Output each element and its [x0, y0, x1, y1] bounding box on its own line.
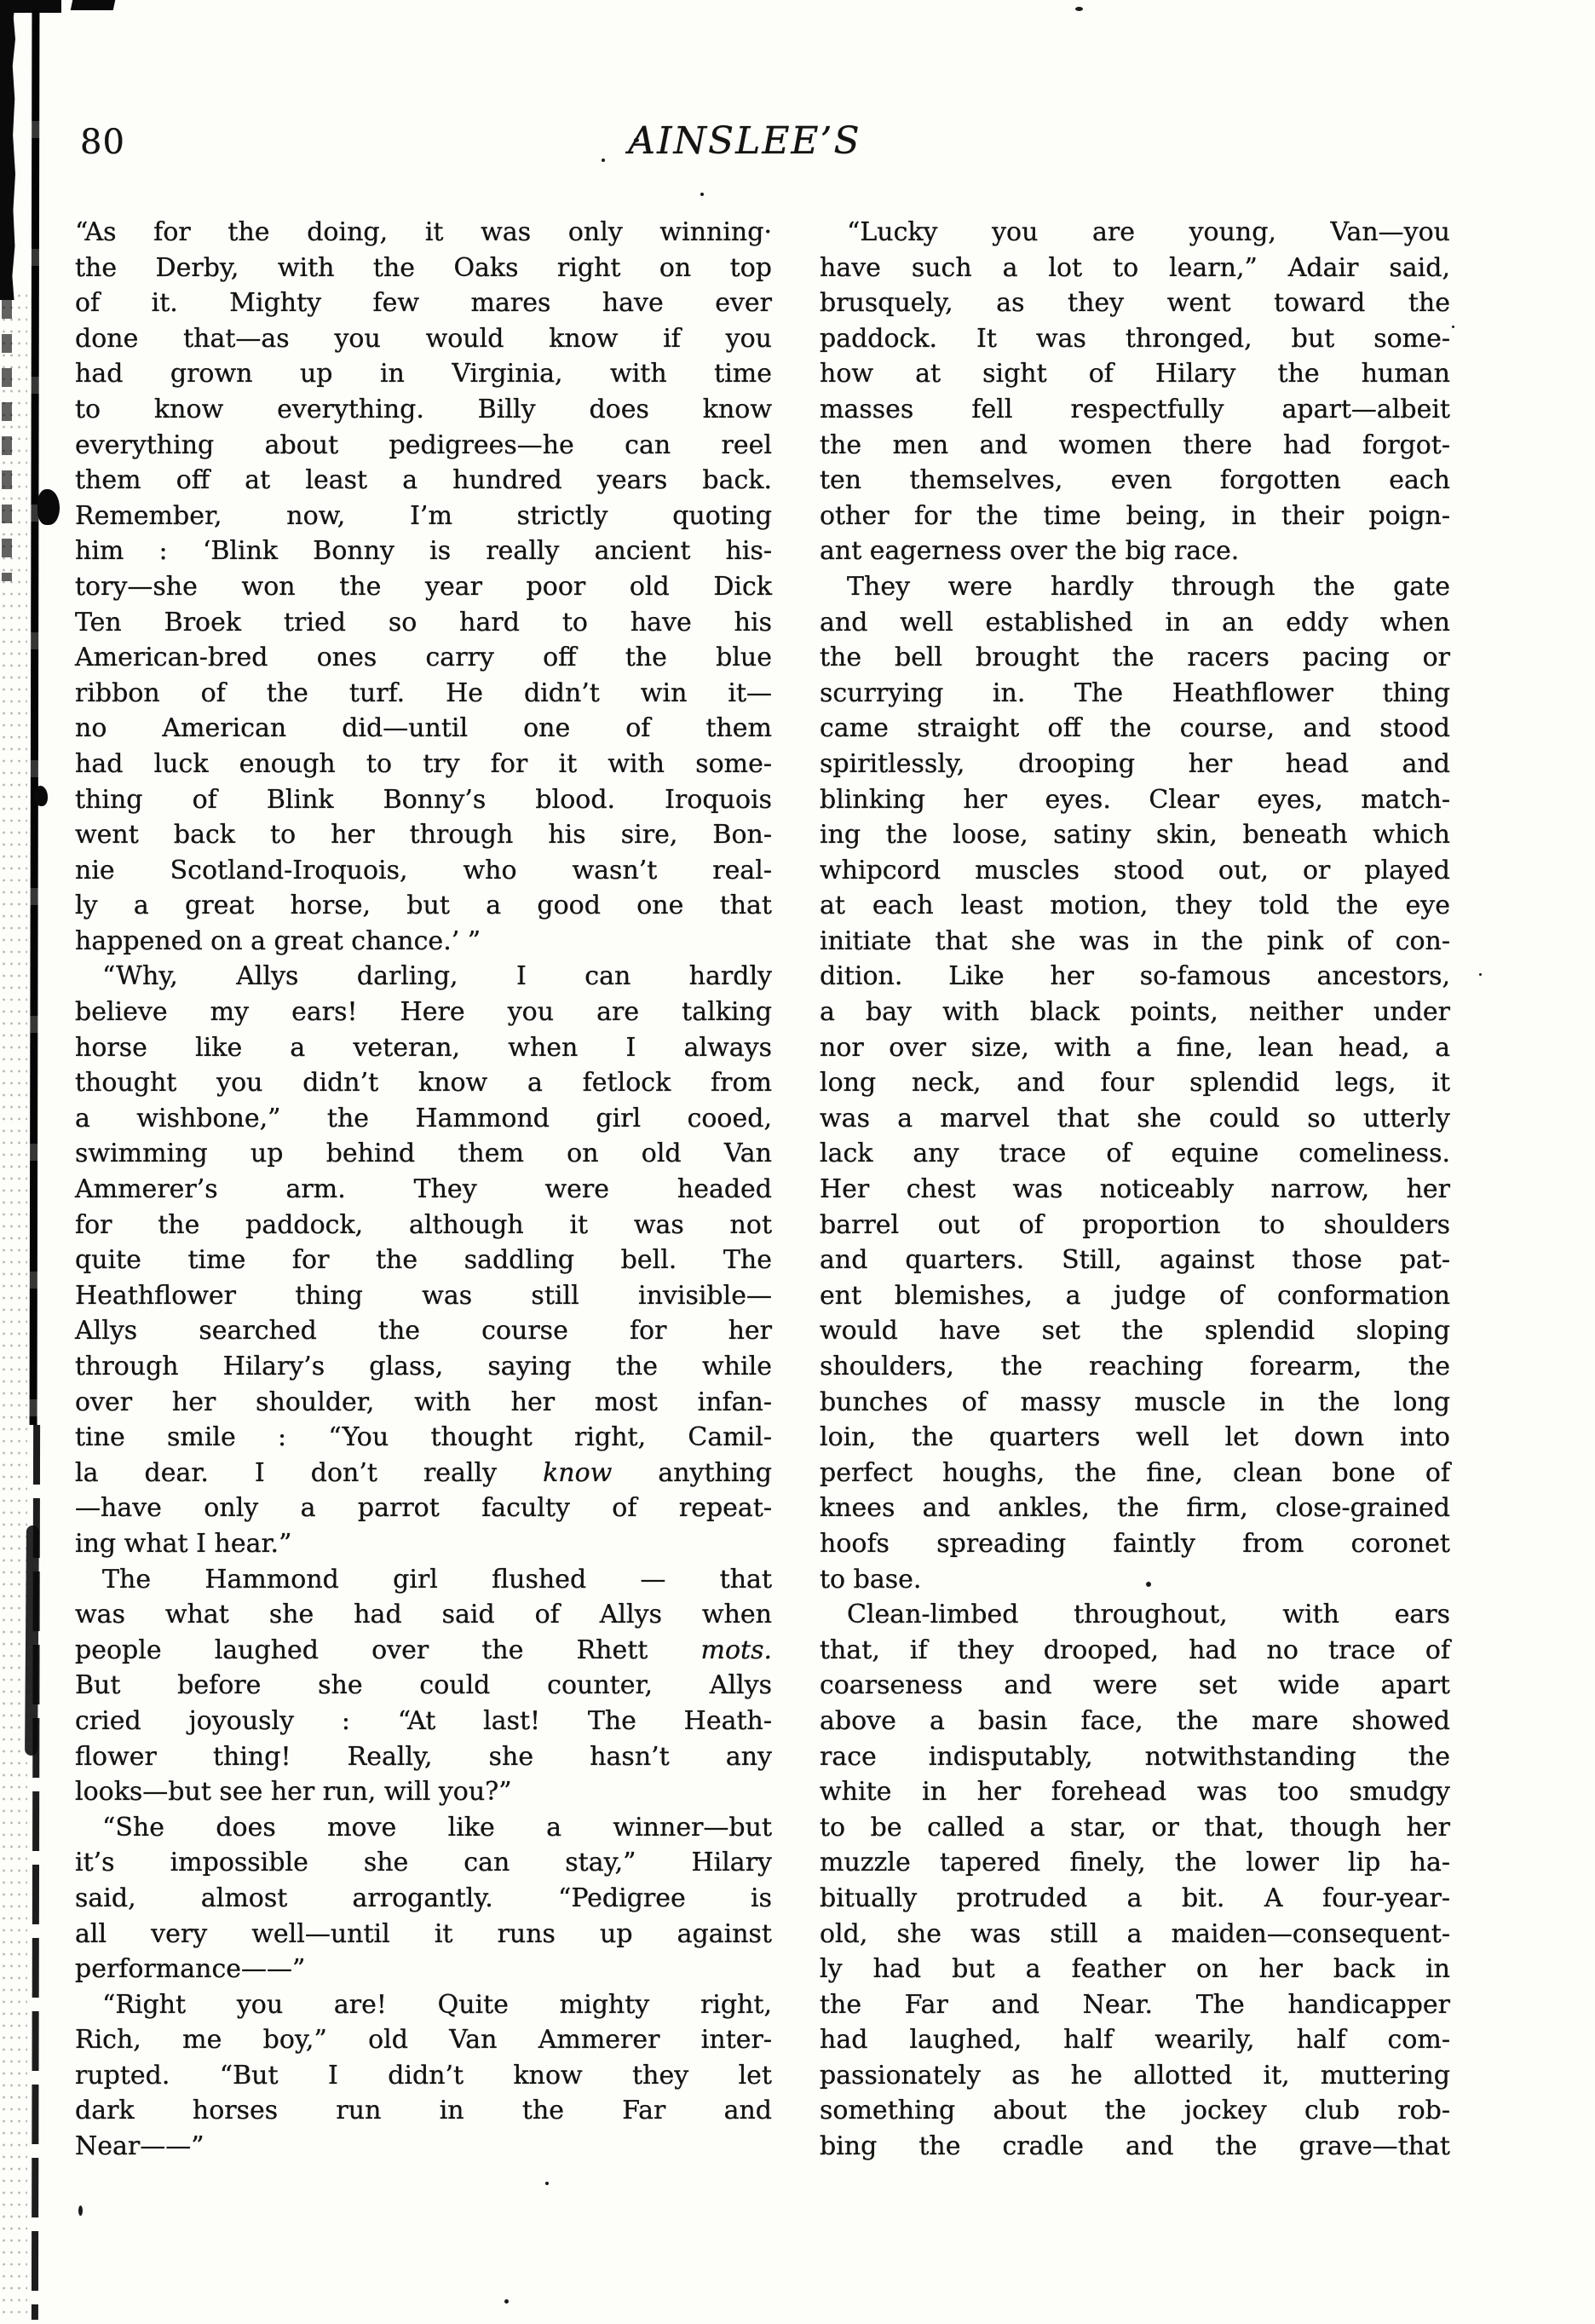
ink-speck — [78, 2206, 83, 2216]
text-line: through Hilary’s glass, saying the while — [75, 1352, 772, 1381]
text-line: said, almost arrogantly. “Pedigree is — [75, 1883, 772, 1913]
text-line: him : ‘Blink Bonny is really ancient his- — [75, 536, 772, 567]
text-line: happened on a great chance.’ ” — [75, 926, 481, 956]
page-number: 80 — [80, 123, 125, 162]
paragraph — [820, 215, 1450, 569]
text-line: everything about pedigrees—he can reel — [75, 430, 772, 460]
running-head — [75, 119, 1448, 174]
text-line: looks—but see her run, will you?” — [75, 1777, 512, 1808]
ink-speck — [700, 193, 704, 196]
text-line: The Hammond girl flushed — that — [102, 1564, 772, 1595]
text-line: Her chest was noticeably narrow, her — [820, 1174, 1450, 1205]
text-line: ribbon of the turf. He didn’t win it— — [75, 678, 772, 708]
text-line: and quarters. Still, against those pat- — [820, 1245, 1450, 1276]
text-line: But before she could counter, Allys — [75, 1670, 772, 1701]
text-line: cried joyously : “At last! The Heath- — [75, 1705, 772, 1736]
text-line: over her shoulder, with her most infan- — [75, 1387, 772, 1417]
text-line: Ten Broek tried so hard to have his — [75, 607, 772, 637]
scan-edge-artifact — [30, 10, 40, 1425]
text-segment: anything — [612, 1457, 772, 1488]
text-line: for the paddock, although it was not — [75, 1209, 772, 1240]
text-line: thing of Blink Bonny’s blood. Iroquois — [75, 784, 772, 815]
text-line: race indisputably, notwithstanding the — [820, 1741, 1450, 1772]
text-line: ant eagerness over the big race. — [820, 536, 1240, 567]
text-column-left — [75, 215, 772, 2165]
paragraph — [75, 1987, 772, 2165]
italic-text: mots. — [700, 1635, 772, 1665]
text-line: something about the jockey club rob- — [820, 2096, 1450, 2126]
scan-noise-speckle — [0, 290, 27, 2318]
text-line: “Lucky you are young, Van—you — [847, 217, 1450, 247]
text-line: Clean-limbed throughout, with ears — [847, 1600, 1450, 1630]
text-line: dark horses run in the Far and — [75, 2096, 772, 2126]
text-line: bing the cradle and the grave—that — [820, 2131, 1450, 2162]
paragraph — [820, 1597, 1450, 2165]
text-line: that, if they drooped, had no trace of — [820, 1635, 1450, 1665]
text-line: thought you didn’t know a fetlock from — [75, 1068, 772, 1099]
text-line: other for the time being, in their poign- — [820, 500, 1450, 531]
text-line: spiritlessly, drooping her head and — [820, 748, 1450, 779]
text-line: how at sight of Hilary the human — [820, 359, 1450, 389]
paragraph — [75, 215, 772, 959]
text-line: had grown up in Virginia, with time — [75, 359, 772, 389]
text-segment: la dear. I don’t really — [75, 1457, 544, 1488]
text-line: came straight off the course, and stood — [820, 713, 1450, 744]
text-line: of it. Mighty few mares have ever — [75, 288, 772, 319]
text-line: have such a lot to learn,” Adair said, — [820, 252, 1450, 283]
text-line: nor over size, with a fine, lean head, a — [820, 1032, 1450, 1063]
italic-text: know — [543, 1457, 613, 1488]
text-line: ing what I hear.” — [75, 1528, 292, 1559]
text-line: coarseness and were set wide apart — [820, 1670, 1450, 1701]
text-line: “As for the doing, it was only winning· — [75, 217, 772, 247]
text-line: initiate that she was in the pink of con- — [820, 926, 1450, 956]
text-line: —have only a parrot faculty of repeat- — [75, 1493, 772, 1524]
text-line: the Derby, with the Oaks right on top — [75, 252, 772, 283]
text-line — [75, 1456, 772, 1491]
text-line: ing the loose, satiny skin, beneath which — [820, 820, 1450, 851]
text-line: rupted. “But I didn’t know they let — [75, 2060, 772, 2090]
text-line: loin, the quarters well let down into — [820, 1422, 1450, 1453]
text-line: Remember, now, I’m strictly quoting — [75, 500, 772, 531]
paragraph — [75, 1562, 772, 1810]
paragraph — [820, 569, 1450, 1597]
scan-edge-artifact — [0, 0, 15, 300]
text-line: white in her forehead was too smudgy — [820, 1777, 1450, 1808]
text-line: scurrying in. The Heathflower thing — [820, 678, 1450, 708]
scan-ink-blob — [34, 786, 48, 806]
running-title: AINSLEE’S — [628, 119, 861, 163]
text-line — [75, 1633, 772, 1669]
scan-ink-blob — [37, 489, 60, 525]
text-line: ten themselves, even forgotten each — [820, 465, 1450, 496]
text-line: a wishbone,” the Hammond girl cooed, — [75, 1103, 772, 1133]
text-line: was what she had said of Allys when — [75, 1600, 772, 1630]
text-line: Near——” — [75, 2131, 204, 2162]
text-line: and well established in an eddy when — [820, 607, 1450, 637]
text-line: hoofs spreading faintly from coronet — [820, 1528, 1450, 1559]
text-line: passionately as he allotted it, muttering — [820, 2060, 1450, 2090]
text-line: blinking her eyes. Clear eyes, match- — [820, 784, 1450, 815]
text-line: brusquely, as they went toward the — [820, 288, 1450, 319]
ink-speck — [545, 2182, 549, 2185]
text-line: had laughed, half wearily, half com- — [820, 2025, 1450, 2056]
text-line: horse like a veteran, when I always — [75, 1032, 772, 1063]
text-line: bunches of massy muscle in the long — [820, 1387, 1450, 1417]
ink-speck — [1452, 326, 1454, 328]
text-line: to base. — [820, 1564, 922, 1595]
text-line: the bell brought the racers pacing or — [820, 643, 1450, 673]
text-line: ly had but a feather on her back in — [820, 1954, 1450, 1985]
text-line: “Right you are! Quite mighty right, — [102, 1989, 772, 2020]
text-line: lack any trace of equine comeliness. — [820, 1139, 1450, 1169]
text-line: Heathflower thing was still invisible— — [75, 1280, 772, 1311]
text-line: ent blemishes, a judge of conformation — [820, 1280, 1450, 1311]
text-line: Allys searched the course for her — [75, 1316, 772, 1347]
text-column-right — [820, 215, 1450, 2165]
text-line: American-bred ones carry off the blue — [75, 643, 772, 673]
text-line: believe my ears! Here you are talking — [75, 997, 772, 1028]
text-line: paddock. It was thronged, but some- — [820, 323, 1450, 354]
text-line: Ammerer’s arm. They were headed — [75, 1174, 772, 1205]
text-line: it’s impossible she can stay,” Hilary — [75, 1848, 772, 1878]
text-line: them off at least a hundred years back. — [75, 465, 772, 496]
text-line: was a marvel that she could so utterly — [820, 1103, 1450, 1133]
text-line: barrel out of proportion to shoulders — [820, 1209, 1450, 1240]
text-line: a bay with black points, neither under — [820, 997, 1450, 1028]
paragraph — [75, 1810, 772, 1987]
text-line: went back to her through his sire, Bon- — [75, 820, 772, 851]
text-line: perfect houghs, the fine, clean bone of — [820, 1457, 1450, 1488]
ink-speck — [1479, 973, 1482, 976]
text-line: dition. Like her so-famous ancestors, — [820, 961, 1450, 992]
text-line: old, she was still a maiden—consequent- — [820, 1918, 1450, 1949]
text-line: “Why, Allys darling, I can hardly — [102, 961, 772, 992]
text-line: flower thing! Really, she hasn’t any — [75, 1741, 772, 1772]
text-line: nie Scotland-Iroquois, who wasn’t real- — [75, 855, 772, 885]
text-line: had luck enough to try for it with some- — [75, 748, 772, 779]
text-line: at each least motion, they told the eye — [820, 891, 1450, 921]
text-line: muzzle tapered finely, the lower lip ha- — [820, 1848, 1450, 1878]
text-line: shoulders, the reaching forearm, the — [820, 1352, 1450, 1381]
text-line: swimming up behind them on old Van — [75, 1139, 772, 1169]
text-line: quite time for the saddling bell. The — [75, 1245, 772, 1276]
paragraph — [75, 959, 772, 1561]
text-line: masses fell respectfully apart—albeit — [820, 394, 1450, 424]
text-line: done that—as you would know if you — [75, 323, 772, 354]
text-line: would have set the splendid sloping — [820, 1316, 1450, 1347]
text-line: “She does move like a winner—but — [102, 1812, 772, 1842]
text-line: to be called a star, or that, though her — [820, 1812, 1450, 1842]
text-line: bitually protruded a bit. A four-year- — [820, 1883, 1450, 1913]
text-line: above a basin face, the mare showed — [820, 1705, 1450, 1736]
text-line: the men and women there had forgot- — [820, 430, 1450, 460]
text-line: They were hardly through the gate — [847, 571, 1450, 602]
text-segment: people laughed over the Rhett — [75, 1635, 701, 1665]
text-line: ly a great horse, but a good one that — [75, 891, 772, 921]
text-line: performance——” — [75, 1954, 306, 1985]
text-line: tory—she won the year poor old Dick — [75, 571, 772, 602]
text-line: long neck, and four splendid legs, it — [820, 1068, 1450, 1099]
text-line: all very well—until it runs up against — [75, 1918, 772, 1949]
scan-ink-blob — [25, 1525, 39, 1756]
text-line: knees and ankles, the firm, close-grained — [820, 1493, 1450, 1524]
text-line: the Far and Near. The handicapper — [820, 1989, 1450, 2020]
text-line: whipcord muscles stood out, or played — [820, 855, 1450, 885]
text-line: no American did—until one of them — [75, 713, 772, 744]
text-line: Rich, me boy,” old Van Ammerer inter- — [75, 2025, 772, 2056]
scan-edge-artifact — [71, 0, 116, 10]
ink-speck — [1075, 7, 1083, 11]
text-line: tine smile : “You thought right, Camil- — [75, 1422, 772, 1453]
text-line: to know everything. Billy does know — [75, 394, 772, 424]
ink-speck — [504, 2299, 509, 2304]
